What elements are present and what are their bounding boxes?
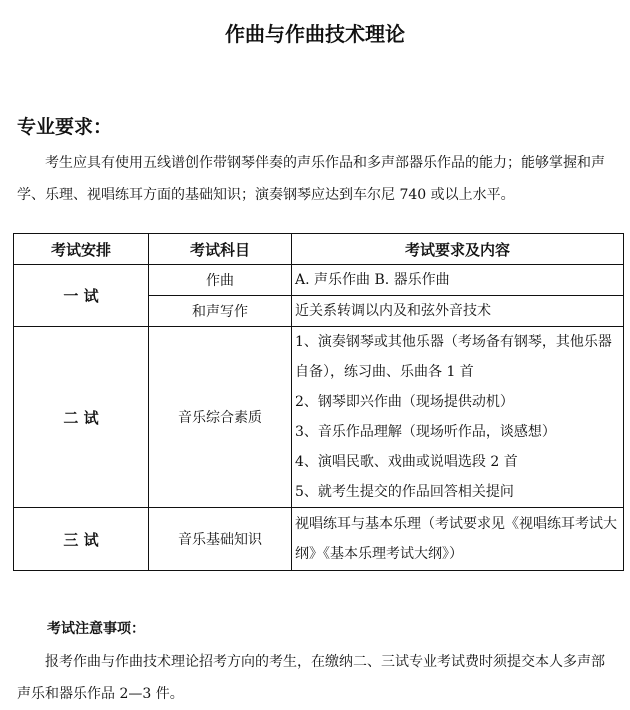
notes-heading: 考试注意事项： <box>47 621 145 637</box>
stage-round-2: 二 试 <box>14 327 149 508</box>
subject-cell: 作曲 <box>149 265 292 296</box>
intro-paragraph: 考生应具有使用五线谱创作带钢琴伴奏的声乐作品和多声部器乐作品的能力；能够掌握和声学、乐理、视唱练耳方面的基础知识；演奏钢琴应达到车尔尼 740 或以上水平。 <box>17 155 605 203</box>
subject-cell: 音乐综合素质 <box>149 327 292 508</box>
stage-round-1: 一 试 <box>14 265 149 327</box>
table-row <box>14 327 624 508</box>
list-item: 4、演唱民歌、戏曲或说唱选段 2 首 <box>295 454 518 470</box>
subject-cell: 和声写作 <box>149 296 292 327</box>
section-heading: 专业要求： <box>17 116 113 138</box>
notes-paragraph: 报考作曲与作曲技术理论招考方向的考生，在缴纳二、三试专业考试费时须提交本人多声部声乐和器乐作品 2—3 件。 <box>17 654 605 702</box>
header-exam-arrangement: 考试安排 <box>14 234 149 265</box>
requirement-cell: 近关系转调以内及和弦外音技术 <box>292 296 624 327</box>
requirement-list <box>292 327 624 508</box>
table-row <box>14 265 624 296</box>
header-exam-requirements: 考试要求及内容 <box>292 234 624 265</box>
list-item: 3、音乐作品理解（现场听作品，谈感想） <box>295 424 556 440</box>
stage-round-3: 三 试 <box>14 508 149 571</box>
header-exam-subject: 考试科目 <box>149 234 292 265</box>
table-header-row <box>14 234 624 265</box>
document-title: 作曲与作曲技术理论 <box>225 22 405 46</box>
list-item: 5、就考生提交的作品回答相关提问 <box>295 484 514 500</box>
requirement-cell: A. 声乐作曲 B. 器乐作曲 <box>292 265 624 296</box>
list-item: 2、钢琴即兴作曲（现场提供动机） <box>295 394 514 410</box>
requirement-cell: 视唱练耳与基本乐理（考试要求见《视唱练耳考试大纲》《基本乐理考试大纲》） <box>292 508 624 571</box>
exam-requirements-table <box>13 233 624 571</box>
table-row <box>14 508 624 571</box>
subject-cell: 音乐基础知识 <box>149 508 292 571</box>
list-item: 1、演奏钢琴或其他乐器（考场备有钢琴，其他乐器自备），练习曲、乐曲各 1 首 <box>295 334 612 380</box>
